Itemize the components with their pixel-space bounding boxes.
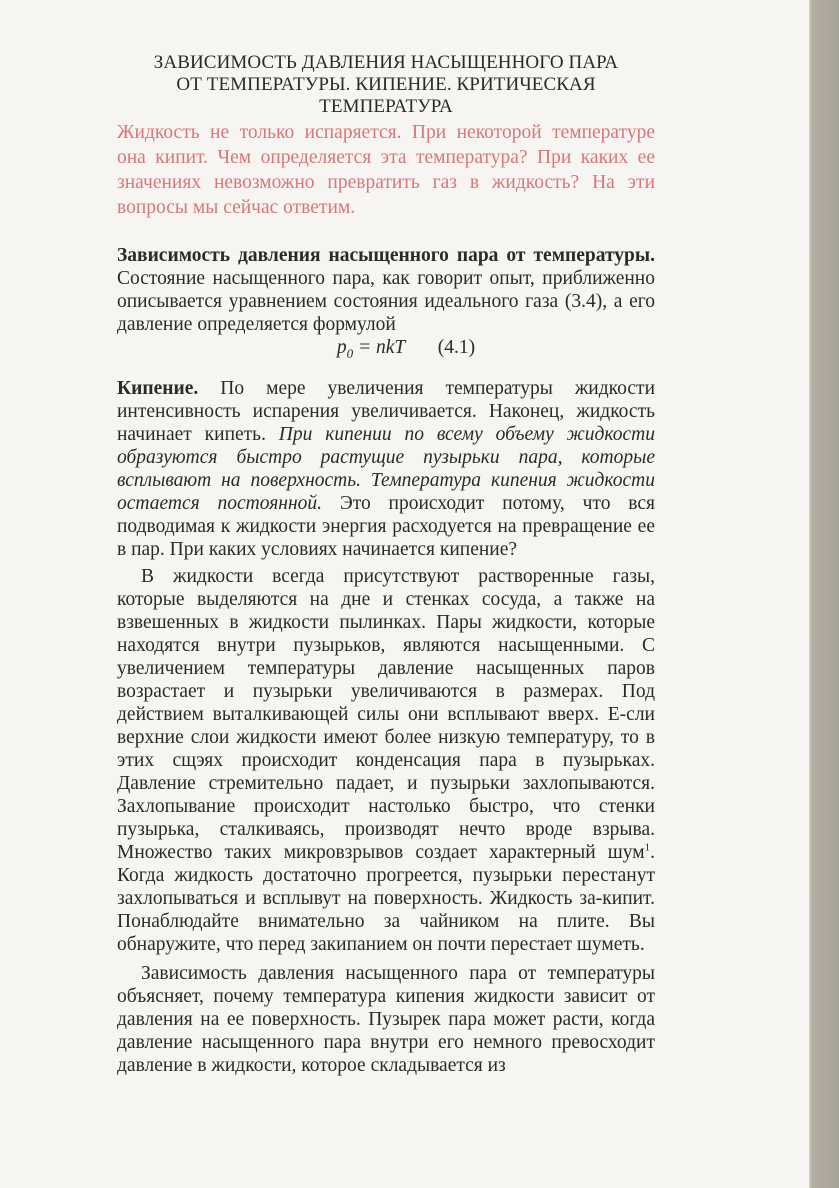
boiling-text-2: Это происходит потому, что вся подводимая к жидкости энергия расходуется на превращение ее в пар. При каких условиях начинается кипение? (117, 493, 655, 560)
intro-paragraph: Жидкость не только испаряется. При некоторой температуре она кипит. Чем определяется эта температура? При каких ее значениях невозможно превратить газ в жидкость? На эти вопросы мы сейчас ответим. (117, 122, 655, 218)
section-boiling (117, 377, 655, 561)
formula-subscript: 0 (346, 345, 354, 361)
page-title (117, 52, 655, 118)
title-line-1: ЗАВИСИМОСТЬ ДАВЛЕНИЯ НАСЫЩЕННОГО ПАРА (153, 52, 619, 73)
paragraph-bubbles (117, 565, 655, 956)
formula-4-1 (117, 336, 655, 359)
paragraph-pressure-dependence: Зависимость давления насыщенного пара от температуры объясняет, почему температура кипения жидкости зависит от давления на ее поверхность. Пузырек пара может расти, когда давление насыщенного пара внутри его немного превосходит давление в жидкости, которое складывается из (117, 963, 655, 1076)
footnote-marker: 1 (644, 841, 651, 854)
page-edge-shadow (809, 0, 839, 1188)
section-saturated-vapor (117, 244, 655, 336)
section-text-saturated-vapor: Состояние насыщенного пара, как говорит опыт, приближенно описывается уравнением состояния идеального газа (3.4), а его давление определяется формулой (117, 268, 655, 335)
formula-rhs: = nkT (353, 337, 405, 358)
section-heading-saturated-vapor: Зависимость давления насыщенного пара от температуры. (117, 245, 655, 266)
bubbles-text-continued: . Когда жидкость достаточно прогреется, пузырьки перестанут захлопываться и всплывут на поверхность. Жидкость за-кипит. Понаблюдайте внимательно за чайником на плите. Вы обнаружите, что перед закипанием он почти перестает шуметь. (117, 842, 655, 955)
boiling-italic-definition: При кипении по всему объему жидкости образуются быстро растущие пузырьки пара, которые всплывают на поверхность. Температура кипения жидкости остается постоянной. (117, 424, 655, 514)
formula-number: (4.1) (437, 337, 476, 358)
formula-symbol-p: p (336, 337, 347, 358)
title-line-2: ОТ ТЕМПЕРАТУРЫ. КИПЕНИЕ. КРИТИЧЕСКАЯ (176, 74, 596, 95)
boiling-text-1: По мере увеличения температуры жидкости интенсивность испарения увеличивается. Наконец, жидкость начинает кипеть. (117, 378, 655, 445)
section-heading-boiling: Кипение. (117, 378, 199, 399)
document-body (117, 52, 655, 1077)
title-line-3: ТЕМПЕРАТУРА (319, 96, 453, 117)
bubbles-text: В жидкости всегда присутствуют растворенные газы, которые выделяются на дне и стенках сосуда, а также на взвешенных в жидкости пылинках. Пары жидкости, которые находятся внутри пузырьков, являются насыщенными. С увеличением температуры давление насыщенных паров возрастает и пузырьки увеличиваются в размерах. Под действием выталкивающей силы они всплывают вверх. Е-сли верхние слои жидкости имеют более низкую температуру, то в этих сщэях происходит конденсация пара в пузырьках. Давление стремительно падает, и пузырьки захлопываются. Захлопывание происходит настолько быстро, что стенки пузырька, сталкиваясь, производят нечто вроде взрыва. Множество таких микровзрывов создает характерный шум (117, 566, 655, 863)
